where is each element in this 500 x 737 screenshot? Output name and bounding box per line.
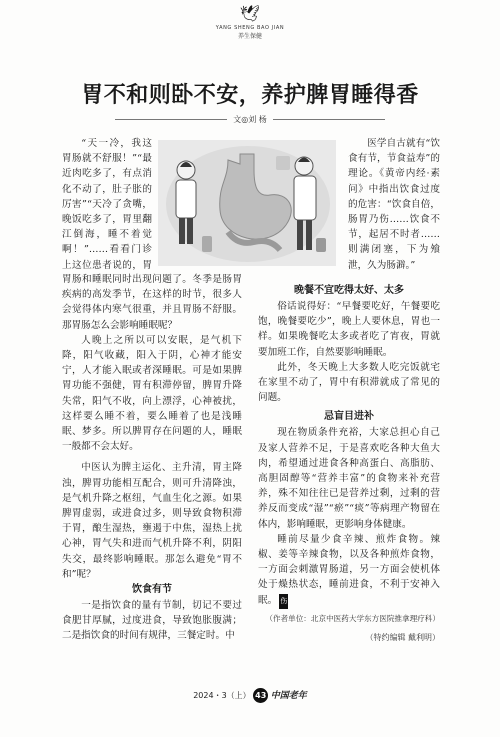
author-affiliation: （作者单位：北京中医药大学东方医院推拿理疗科） xyxy=(265,613,440,623)
column-name: 养生保健 xyxy=(237,33,262,40)
divider xyxy=(115,119,227,120)
paragraph-dinner: 俗话说得好：“早餐要吃好，午餐要吃饱，晚餐要吃少”，晚上人要休息，胃也一样。如果晚餐吃太多或者吃了宵夜，胃就要加班工作，自然要影响睡眠。 xyxy=(258,301,440,358)
end-mark-icon: 伤 xyxy=(279,594,288,609)
paragraph-intro-continued: 胃肠和睡眠同时出现问题了。冬季是肠胃疾病的高发季节，在这样的时节，很多人会觉得体内寒气很重，并且胃肠不舒服。那胃肠怎么会影响睡眠呢？ xyxy=(62,274,242,331)
paragraph-classic-theory: 医学自古就有“饮食有节，节食益寿”的理论。《黄帝内经·素问》中指出饮食过度的危害：“饮食自倍，肠胃乃伤……饮食不节，起居不时者……则满闭塞，下为飧泄，久为肠澼。” xyxy=(348,138,440,271)
paragraph-tcm-theory: 中医认为脾主运化、主升清，胃主降浊，脾胃功能相互配合，则可升清降浊，是气机升降之枢纽，气血生化之源。如果脾胃虚弱，或进食过多，则导致食物积滞于胃，酿生湿热，壅遏于中焦，湿热上扰心神，胃气失和进而气机升降不利，阴阳失交，最终影响睡眠。那怎么避免“胃不和”呢？ xyxy=(62,462,242,580)
author-name: 文◎刘 杨 xyxy=(233,115,267,124)
subheading-diet-moderation: 饮食有节 xyxy=(132,584,172,596)
column-pinyin: YANG SHENG BAO JIAN xyxy=(215,25,285,31)
author-byline xyxy=(0,114,500,125)
paragraph-spicy-text: 睡前尽量少食辛辣、煎炸食物。辣椒、姜等辛辣食物，以及各种煎炸食物，一方面会刺激胃肠道，另一方面会使机体处于燥热状态，睡前进食，不利于安神入眠。 xyxy=(258,533,440,606)
right-column-top xyxy=(348,136,440,273)
column-logo xyxy=(212,4,288,46)
bird-logo-icon: 🕊 xyxy=(239,4,261,23)
paragraph-spicy-food xyxy=(258,532,440,609)
paragraph-intro: “天一冷，我这胃肠就不舒服！”“最近肉吃多了，有点消化不动了，肚子胀的厉害”“天冷了贪嘴，晚饭吃多了，胃里翻江倒海，睡不着觉啊！”……看看门诊上这位患者说的，胃 xyxy=(62,138,152,271)
article-illustration xyxy=(158,140,336,266)
paragraph-diet-moderation: 一是指饮食的量有节制，切记不要过食肥甘厚腻，过度进食，导致饱胀腹满；二是指饮食的时间有规律，三餐定时。中 xyxy=(62,600,242,642)
subheading-dinner: 晚餐不宜吃得太好、太多 xyxy=(294,285,404,296)
paragraph-winter: 此外，冬天晚上大多数人吃完饭就宅在家里不动了，胃中有积滞就成了常见的问题。 xyxy=(258,361,440,404)
page-number: 43 xyxy=(253,688,268,703)
magazine-name: 中国老年 xyxy=(270,691,307,701)
subheading-no-blind-tonic: 忌盲目进补 xyxy=(324,411,374,423)
article-title: 胃不和则卧不安，养护脾胃睡得香 xyxy=(81,83,419,108)
page-footer xyxy=(0,688,500,703)
editor-credit: （特约编辑 戴利明） xyxy=(365,633,440,643)
issue-date: 2024・3（上） xyxy=(193,691,251,700)
right-column xyxy=(258,283,440,645)
divider xyxy=(273,119,385,120)
paragraph-overnutrition: 现在物质条件充裕，大家总担心自己及家人营养不足，于是喜欢吃各种大鱼大肉，希望通过进食各种高蛋白、高脂肪、高胆固醇等“营养丰富”的食物来补充营养，殊不知往往已是营养过剩，过剩的营养反而变成“湿”“瘀”“痰”等病理产物留在体内，影响睡眠，更影响身体健康。 xyxy=(258,427,440,530)
paragraph-sleep-mechanism: 人晚上之所以可以安眠，是气机下降，阳气收藏，阳入于阴，心神才能安宁，人才能入眠或者深睡眠。可是如果脾胃功能不强健，胃有积滞停留，脾胃升降失常，阳气不收，向上漂浮，心神被扰，这样要么睡不着，要么睡着了也是浅睡眠、梦多。所以脾胃存在问题的人，睡眠一般都不会太好。 xyxy=(62,334,242,453)
left-column xyxy=(62,272,242,644)
article-paragraph xyxy=(62,136,152,273)
